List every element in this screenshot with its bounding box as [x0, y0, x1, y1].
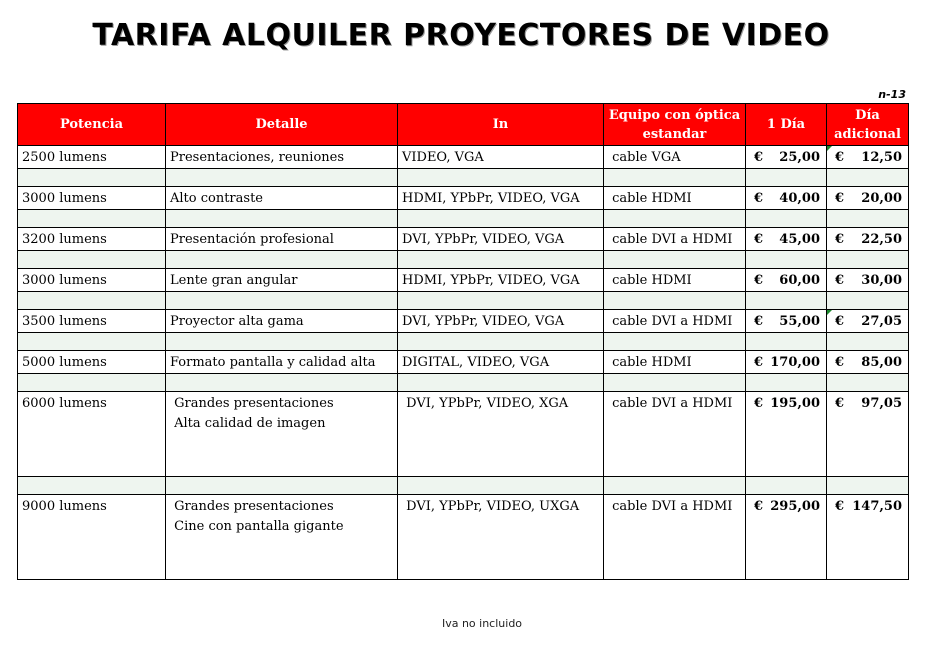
euro-sign: €: [754, 314, 764, 329]
cell-potencia: 3500 lumens: [18, 310, 166, 333]
euro-sign: €: [835, 355, 845, 370]
price-adicional: 97,05: [861, 396, 902, 411]
detalle-line1: Grandes presentaciones: [174, 499, 334, 514]
cell-equipo-text: cable DVI a HDMI: [612, 499, 733, 514]
detalle-line1: Grandes presentaciones: [174, 396, 334, 411]
cell-equipo-text: cable DVI a HDMI: [612, 314, 733, 329]
comment-marker-icon: [827, 146, 832, 151]
cell-potencia: 2500 lumens: [18, 146, 166, 169]
detalle-line2: Cine con pantalla gigante: [174, 519, 344, 534]
cell-detalle: Formato pantalla y calidad alta: [166, 351, 398, 374]
table-row: [18, 351, 909, 374]
cell-dia: [746, 269, 827, 292]
cell-equipo: [604, 310, 746, 333]
document-code: n-13: [878, 88, 906, 101]
spacer-row: [18, 374, 909, 392]
cell-adicional: [827, 146, 909, 169]
footnote: Iva no incluido: [441, 617, 523, 630]
cell-dia: [746, 495, 827, 580]
cell-equipo: [604, 228, 746, 251]
euro-sign: €: [754, 273, 764, 288]
header-adicional: [827, 104, 909, 146]
price-dia: 60,00: [779, 273, 820, 288]
header-equipo-line2: estandar: [642, 126, 707, 142]
cell-detalle: [166, 392, 398, 477]
cell-adicional: [827, 392, 909, 477]
spacer-row: [18, 333, 909, 351]
table-row: [18, 310, 909, 333]
price-adicional: 147,50: [852, 499, 902, 514]
table-row: [18, 392, 909, 477]
cell-dia: [746, 392, 827, 477]
price-adicional: 22,50: [861, 232, 902, 247]
table-row: [18, 146, 909, 169]
cell-in: DVI, YPbPr, VIDEO, VGA: [398, 228, 604, 251]
cell-dia: [746, 310, 827, 333]
cell-in-text: DVI, YPbPr, VIDEO, UXGA: [406, 499, 580, 514]
cell-adicional: [827, 269, 909, 292]
header-equipo-line1: Equipo con óptica: [608, 107, 741, 123]
cell-equipo: [604, 187, 746, 210]
spacer-row: [18, 292, 909, 310]
price-adicional: 20,00: [861, 191, 902, 206]
detalle-line2: Alta calidad de imagen: [174, 416, 326, 431]
cell-in: VIDEO, VGA: [398, 146, 604, 169]
price-dia: 40,00: [779, 191, 820, 206]
cell-potencia: 9000 lumens: [18, 495, 166, 580]
cell-detalle: Alto contraste: [166, 187, 398, 210]
euro-sign: €: [835, 150, 845, 165]
price-dia: 195,00: [770, 396, 820, 411]
table-row: [18, 228, 909, 251]
euro-sign: €: [835, 232, 845, 247]
cell-adicional: [827, 187, 909, 210]
table-row: [18, 495, 909, 580]
page-title: TARIFA ALQUILER PROYECTORES DE VIDEO: [92, 18, 830, 53]
cell-potencia: 6000 lumens: [18, 392, 166, 477]
cell-equipo: [604, 495, 746, 580]
cell-dia: [746, 187, 827, 210]
price-adicional: 30,00: [861, 273, 902, 288]
euro-sign: €: [754, 355, 764, 370]
cell-potencia: 5000 lumens: [18, 351, 166, 374]
table-row: [18, 269, 909, 292]
cell-adicional: [827, 495, 909, 580]
header-potencia: Potencia: [18, 104, 166, 146]
cell-detalle: Lente gran angular: [166, 269, 398, 292]
table-row: [18, 187, 909, 210]
cell-adicional: [827, 228, 909, 251]
spacer-row: [18, 251, 909, 269]
euro-sign: €: [835, 191, 845, 206]
cell-adicional: [827, 351, 909, 374]
euro-sign: €: [835, 314, 845, 329]
cell-detalle: Proyector alta gama: [166, 310, 398, 333]
header-detalle: Detalle: [166, 104, 398, 146]
cell-equipo: [604, 392, 746, 477]
cell-in: [398, 392, 604, 477]
cell-equipo-text: cable HDMI: [612, 191, 692, 206]
cell-equipo-text: cable DVI a HDMI: [612, 396, 733, 411]
euro-sign: €: [754, 191, 764, 206]
spacer-row: [18, 477, 909, 495]
cell-in: DIGITAL, VIDEO, VGA: [398, 351, 604, 374]
table-header-row: [18, 104, 909, 146]
cell-in: [398, 495, 604, 580]
header-adicional-line1: Día: [855, 107, 880, 123]
price-adicional: 85,00: [861, 355, 902, 370]
euro-sign: €: [754, 499, 764, 514]
price-table: [17, 103, 909, 580]
euro-sign: €: [754, 232, 764, 247]
price-adicional: 27,05: [861, 314, 902, 329]
spacer-row: [18, 169, 909, 187]
price-dia: 25,00: [779, 150, 820, 165]
price-dia: 45,00: [779, 232, 820, 247]
cell-in: HDMI, YPbPr, VIDEO, VGA: [398, 187, 604, 210]
cell-adicional: [827, 310, 909, 333]
cell-dia: [746, 228, 827, 251]
euro-sign: €: [835, 396, 845, 411]
cell-potencia: 3200 lumens: [18, 228, 166, 251]
cell-equipo-text: cable VGA: [612, 150, 681, 165]
cell-potencia: 3000 lumens: [18, 269, 166, 292]
euro-sign: €: [835, 273, 845, 288]
price-dia: 170,00: [770, 355, 820, 370]
cell-detalle: [166, 495, 398, 580]
cell-detalle: Presentaciones, reuniones: [166, 146, 398, 169]
cell-dia: [746, 351, 827, 374]
header-dia: 1 Día: [746, 104, 827, 146]
cell-equipo-text: cable DVI a HDMI: [612, 232, 733, 247]
cell-equipo: [604, 269, 746, 292]
price-dia: 55,00: [779, 314, 820, 329]
cell-in: HDMI, YPbPr, VIDEO, VGA: [398, 269, 604, 292]
cell-equipo-text: cable HDMI: [612, 355, 692, 370]
euro-sign: €: [754, 150, 764, 165]
cell-in-text: DVI, YPbPr, VIDEO, XGA: [406, 396, 569, 411]
cell-in: DVI, YPbPr, VIDEO, VGA: [398, 310, 604, 333]
cell-equipo: [604, 351, 746, 374]
cell-dia: [746, 146, 827, 169]
euro-sign: €: [835, 499, 845, 514]
cell-detalle: Presentación profesional: [166, 228, 398, 251]
price-adicional: 12,50: [861, 150, 902, 165]
header-adicional-line2: adicional: [834, 126, 901, 142]
euro-sign: €: [754, 396, 764, 411]
cell-equipo: [604, 146, 746, 169]
spacer-row: [18, 210, 909, 228]
cell-potencia: 3000 lumens: [18, 187, 166, 210]
header-in: In: [398, 104, 604, 146]
cell-equipo-text: cable HDMI: [612, 273, 692, 288]
price-dia: 295,00: [770, 499, 820, 514]
header-equipo: [604, 104, 746, 146]
comment-marker-icon: [827, 310, 832, 315]
